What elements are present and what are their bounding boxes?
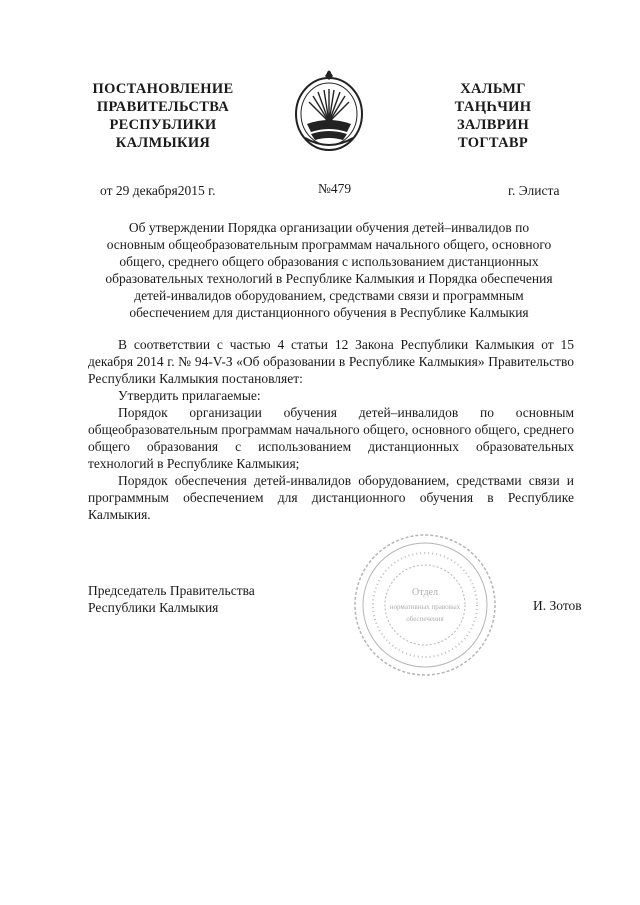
official-stamp-icon <box>350 530 500 680</box>
header-right-line: ТАҢҺЧИН <box>454 99 532 115</box>
signatory-position-line: Председатель Правительства <box>88 583 255 598</box>
header-right-title <box>438 80 548 152</box>
stamp-inner-line: нормативных правовых <box>389 603 461 611</box>
coat-of-arms-icon <box>291 68 367 154</box>
document-city: г. Элиста <box>508 183 560 198</box>
header-right-line: ТОГТАВР <box>457 135 529 151</box>
body-paragraph-item-1: Порядок организации обучения детей–инвалидов по основным общеобразовательным программам начального общего, основного общего, среднего общего образования с использованием дистанционных образовательных технологий в Республике Калмыкия; <box>88 405 574 471</box>
header-left-line: ПОСТАНОВЛЕНИЕ <box>92 81 234 97</box>
signatory-name: И. Зотов <box>533 598 582 613</box>
title-line: обеспечением для дистанционного обучения в Республике Калмыкия <box>129 305 529 320</box>
header-left-line: ПРАВИТЕЛЬСТВА <box>96 99 230 115</box>
body-paragraph-approve: Утвердить прилагаемые: <box>118 388 261 403</box>
stamp-inner-line: обеспечения <box>406 615 444 623</box>
document-title <box>85 219 573 321</box>
title-line: Об утверждении Порядка организации обучения детей–инвалидов по <box>128 220 530 235</box>
header-right-line: ХАЛЬМГ <box>460 81 526 97</box>
header-left-title <box>78 80 248 152</box>
title-line: детей-инвалидов оборудованием, средствами связи и программным <box>134 288 524 303</box>
signatory-position-line: Республики Калмыкия <box>88 600 219 615</box>
stamp-inner-line: Отдел <box>412 587 438 598</box>
header-right-line: ЗАЛВРИН <box>456 117 530 133</box>
document-date: от 29 декабря2015 г. <box>100 183 216 198</box>
body-paragraph-item-2: Порядок обеспечения детей-инвалидов оборудованием, средствами связи и программным обеспечением для дистанционного обучения в Республике Калмыкия. <box>88 473 574 522</box>
header-left-line: РЕСПУБЛИКИ <box>109 117 217 133</box>
document-body <box>88 336 574 523</box>
title-line: общего, среднего общего образования с использованием дистанционных <box>119 254 539 269</box>
header-left-line: КАЛМЫКИЯ <box>115 135 211 151</box>
document-number: №479 <box>318 181 352 196</box>
signatory-position <box>88 582 255 616</box>
title-line: основным общеобразовательным программам начального общего, основного <box>106 237 552 252</box>
body-paragraph-preamble: В соответствии с частью 4 статьи 12 Закона Республики Калмыкия от 15 декабря 2014 г. № 94-V-З «Об образовании в Республике Калмыкия» Правительство Республики Калмыкия постановляет: <box>88 337 574 386</box>
title-line: образовательных технологий в Республике Калмыкия и Порядка обеспечения <box>105 271 553 286</box>
